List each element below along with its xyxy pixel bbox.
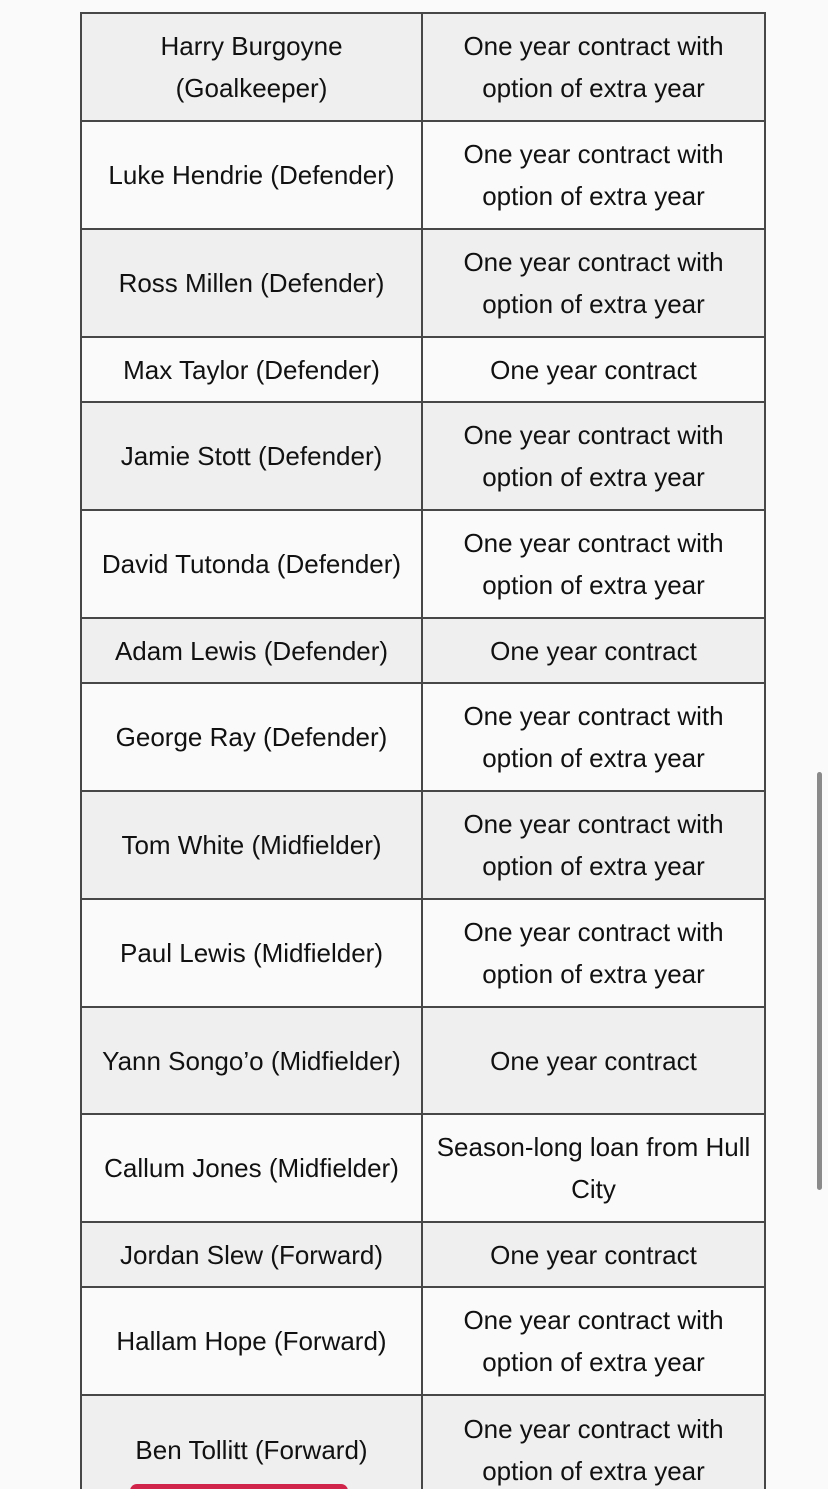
contract-cell: One year contract with option of extra year — [422, 683, 765, 791]
contract-cell: One year contract with option of extra year — [422, 1395, 765, 1489]
player-cell: David Tutonda (Defender) — [81, 510, 422, 618]
player-cell: Jamie Stott (Defender) — [81, 402, 422, 510]
contract-cell: One year contract with option of extra year — [422, 1287, 765, 1395]
player-cell: Adam Lewis (Defender) — [81, 618, 422, 683]
contract-cell: One year contract with option of extra year — [422, 899, 765, 1007]
table-row — [81, 229, 765, 337]
contract-cell: One year contract with option of extra year — [422, 121, 765, 229]
table-row — [81, 510, 765, 618]
floating-action-button[interactable] — [130, 1484, 348, 1489]
table-row — [81, 1114, 765, 1222]
player-cell: Harry Burgoyne (Goalkeeper) — [81, 13, 422, 121]
player-cell: George Ray (Defender) — [81, 683, 422, 791]
player-cell: Luke Hendrie (Defender) — [81, 121, 422, 229]
table-row — [81, 899, 765, 1007]
table-row — [81, 683, 765, 791]
player-cell: Callum Jones (Midfielder) — [81, 1114, 422, 1222]
table-row — [81, 1007, 765, 1114]
player-cell: Jordan Slew (Forward) — [81, 1222, 422, 1287]
contract-cell: One year contract — [422, 337, 765, 402]
table-row — [81, 13, 765, 121]
table-row — [81, 791, 765, 899]
player-cell: Tom White (Midfielder) — [81, 791, 422, 899]
contract-cell: One year contract with option of extra year — [422, 791, 765, 899]
table-row — [81, 402, 765, 510]
contract-cell: One year contract with option of extra year — [422, 510, 765, 618]
player-contracts-table — [80, 12, 766, 1489]
player-cell: Hallam Hope (Forward) — [81, 1287, 422, 1395]
table-row — [81, 121, 765, 229]
contract-cell: One year contract — [422, 1007, 765, 1114]
contract-cell: One year contract — [422, 1222, 765, 1287]
player-cell: Yann Songo’o (Midfielder) — [81, 1007, 422, 1114]
player-cell: Max Taylor (Defender) — [81, 337, 422, 402]
table-row — [81, 337, 765, 402]
contract-cell: One year contract — [422, 618, 765, 683]
contract-cell: One year contract with option of extra year — [422, 229, 765, 337]
player-cell: Ross Millen (Defender) — [81, 229, 422, 337]
scrollbar[interactable] — [817, 772, 822, 1190]
table-row — [81, 1395, 765, 1489]
contract-cell: Season-long loan from Hull City — [422, 1114, 765, 1222]
player-cell: Ben Tollitt (Forward) — [81, 1395, 422, 1489]
table-row — [81, 1287, 765, 1395]
table-row — [81, 618, 765, 683]
contract-cell: One year contract with option of extra year — [422, 13, 765, 121]
contract-cell: One year contract with option of extra year — [422, 402, 765, 510]
table-row — [81, 1222, 765, 1287]
player-cell: Paul Lewis (Midfielder) — [81, 899, 422, 1007]
